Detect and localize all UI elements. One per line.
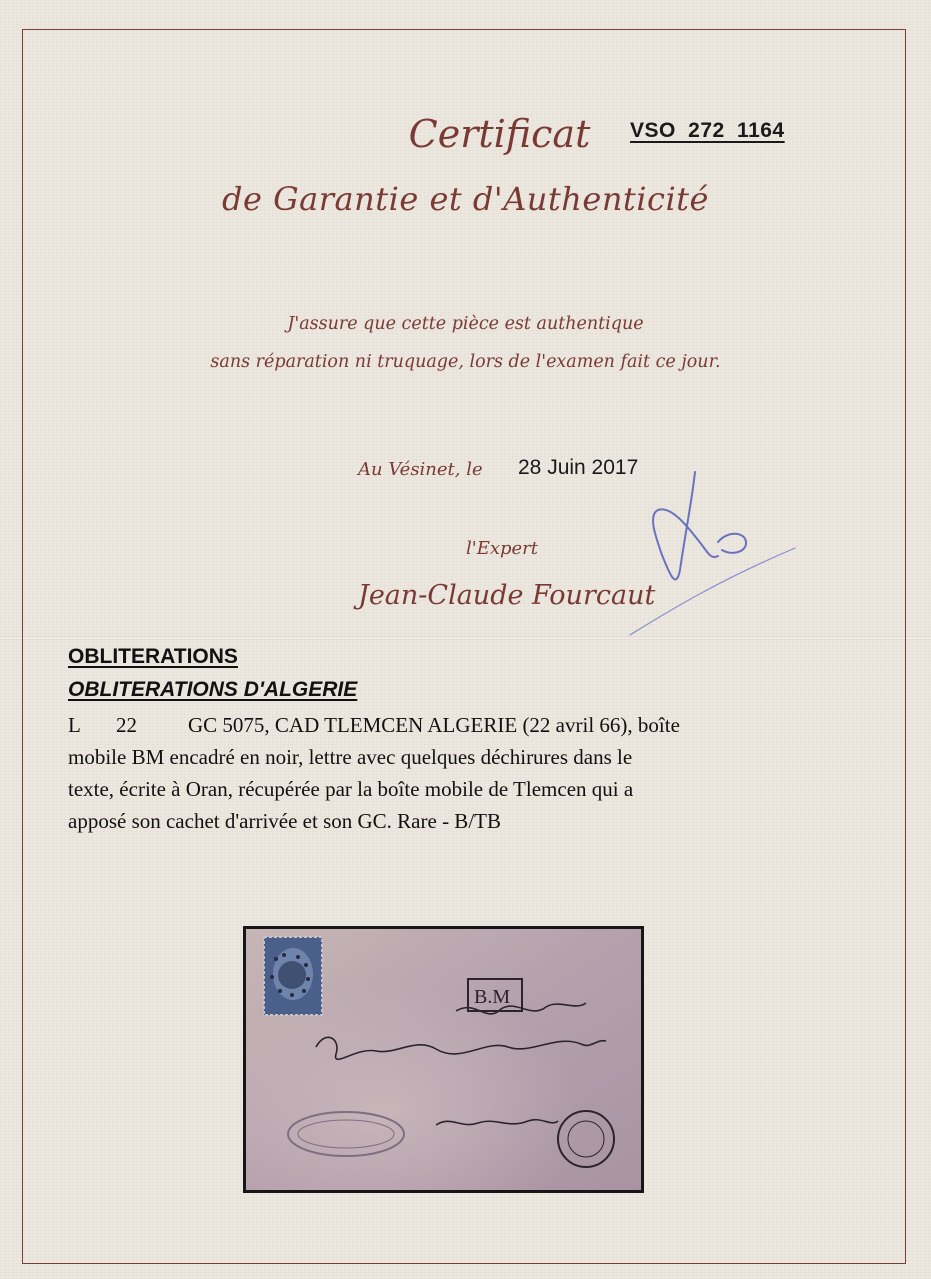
- place-label: Au Vésinet, le: [358, 459, 483, 480]
- certificate-subtitle: de Garantie et d'Authenticité: [222, 180, 709, 218]
- description-line-3: texte, écrite à Oran, récupérée par la boîte mobile de Tlemcen qui a: [68, 777, 634, 801]
- description-line-1: [68, 709, 838, 741]
- description-line-4: apposé son cachet d'arrivée et son GC. Rare - B/TB: [68, 809, 501, 833]
- postage-stamp: [264, 937, 322, 1015]
- description-line-2: mobile BM encadré en noir, lettre avec quelques déchirures dans le: [68, 745, 633, 769]
- expert-name: Jean-Claude Fourcaut: [358, 580, 656, 611]
- cover-letter-image: [246, 929, 641, 1190]
- description-text-1: GC 5075, CAD TLEMCEN ALGERIE (22 avril 66), boîte: [188, 713, 680, 737]
- statement-line-1: J'assure que cette pièce est authentique: [287, 314, 644, 334]
- section-subheading: OBLITERATIONS D'ALGERIE: [68, 678, 358, 701]
- expert-label: l'Expert: [466, 538, 539, 559]
- lot-description: [68, 709, 838, 837]
- cover-photo: [243, 926, 644, 1193]
- svg-text:B.M: B.M: [474, 986, 511, 1008]
- lot-number: 22: [116, 713, 137, 737]
- section-heading: OBLITERATIONS: [68, 645, 238, 668]
- handwritten-signature: [600, 460, 820, 650]
- lot-type: L: [68, 713, 81, 737]
- certificate-reference: VSO 272 1164: [630, 119, 785, 142]
- certificate-title: Certificat: [408, 112, 591, 156]
- certificate-date: 28 Juin 2017: [518, 456, 639, 479]
- statement-line-2: sans réparation ni truquage, lors de l'examen fait ce jour.: [210, 352, 721, 372]
